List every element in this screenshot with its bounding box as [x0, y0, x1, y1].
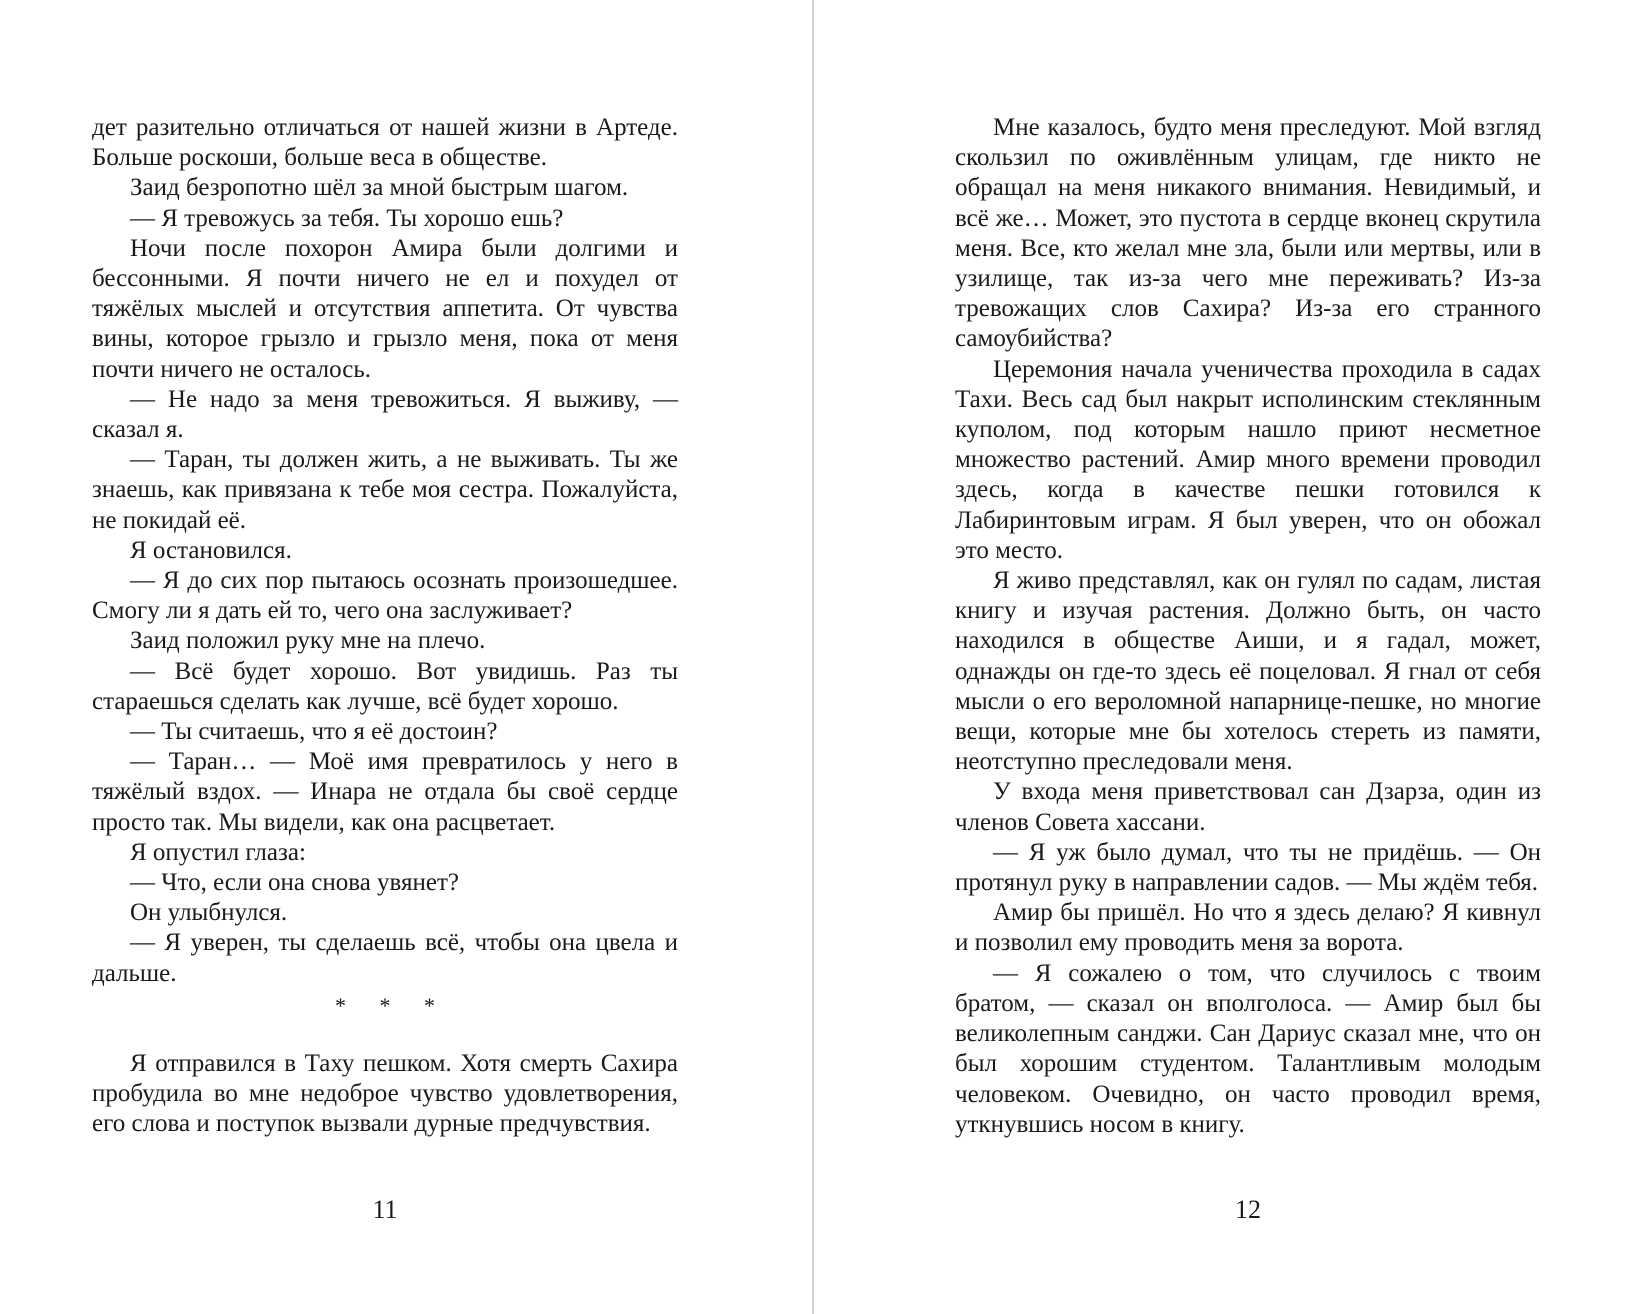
paragraph: Я остановился.: [130, 536, 292, 564]
page-gutter: [812, 0, 814, 1314]
paragraph: — Я сожалею о том, что случилось с твоим братом, — сказал он вполголоса. — Амир был бы великолепным санджи. Сан Дариус сказал мне, что он был хорошим студентом. Талантливым молодым человеком. Очевидно, он часто проводил время, уткнувшись носом в книгу.: [955, 959, 1541, 1138]
paragraph: Заид положил руку мне на плечо.: [130, 627, 486, 655]
paragraph: — Ты считаешь, что я её достоин?: [130, 718, 498, 746]
paragraph: Мне казалось, будто меня преследуют. Мой взгляд скользил по оживлённым улицам, где никто не обращал на меня никакого внимания. Невидимый, и всё же… Может, это пустота в сердце вконец скрутила меня. Все, кто желал мне зла, были или мертвы, или в узилище, так из-за чего мне переживать? Из-за тревожащих слов Сахира? Из-за его странного самоубийства?: [955, 114, 1541, 353]
page-number-right: 12: [1235, 1195, 1261, 1224]
left-page: [92, 113, 678, 1140]
paragraph: Он улыбнулся.: [130, 899, 288, 927]
paragraph: Я отправился в Таху пешком. Хотя смерть Сахира пробудила во мне недоброе чувство удовлетворения, его слова и поступок вызвали дурные предчувствия.: [92, 1049, 678, 1138]
paragraph: — Что, если она снова увянет?: [130, 869, 460, 897]
right-page: [955, 113, 1541, 1140]
paragraph: — Я до сих пор пытаюсь осознать произошедшее. Смогу ли я дать ей то, чего она заслуживает?: [92, 567, 678, 625]
paragraph: — Я тревожусь за тебя. Ты хорошо ешь?: [130, 204, 564, 232]
paragraph: — Я уверен, ты сделаешь всё, чтобы она цвела и дальше.: [92, 929, 678, 987]
paragraph: — Я уж было думал, что ты не придёшь. — Он протянул руку в направлении садов. — Мы ждём тебя.: [955, 838, 1541, 897]
section-separator: * * *: [335, 992, 449, 1018]
page-number-left: 11: [372, 1195, 398, 1224]
paragraph: дет разительно отличаться от нашей жизни в Артеде. Больше роскоши, больше веса в обществе.: [92, 114, 678, 172]
paragraph: — Таран… — Моё имя превратилось у него в тяжёлый вздох. — Инара не отдала бы своё сердце просто так. Мы видели, как она расцветает.: [92, 748, 678, 836]
paragraph: — Всё будет хорошо. Вот увидишь. Раз ты стараешься сделать как лучше, всё будет хорошо.: [92, 657, 678, 715]
paragraph: Я опустил глаза:: [130, 838, 306, 866]
right-page-body: [955, 113, 1541, 1140]
paragraph: — Не надо за меня тревожиться. Я выживу, — сказал я.: [92, 385, 678, 444]
paragraph: Я живо представлял, как он гулял по садам, листая книгу и изучая растения. Должно быть, он часто находился в обществе Аиши, и я гадал, может, однажды он где-то здесь её поцеловал. Я гнал от себя мысли о его вероломной напарнице-пешке, но многие вещи, которые мне бы хотелось стереть из памяти, неотступно преследовали меня.: [955, 567, 1541, 776]
paragraph: Церемония начала ученичества проходила в садах Тахи. Весь сад был накрыт исполинским стеклянным куполом, под которым нашло приют несметное множество растений. Амир много времени проводил здесь, когда в качестве пешки готовился к Лабиринтовым играм. Я был уверен, что он обожал это место.: [955, 355, 1541, 564]
paragraph: Амир бы пришёл. Но что я здесь делаю? Я кивнул и позволил ему проводить меня за ворота.: [955, 899, 1541, 957]
left-page-body-after-separator: [92, 1049, 678, 1140]
left-page-body: [92, 113, 678, 989]
paragraph: Заид безропотно шёл за мной быстрым шагом.: [130, 174, 629, 202]
paragraph: — Таран, ты должен жить, а не выживать. Ты же знаешь, как привязана к тебе моя сестра. Пожалуйста, не покидай её.: [92, 446, 678, 534]
paragraph: У входа меня приветствовал сан Дзарза, один из членов Совета хассани.: [955, 778, 1541, 836]
paragraph: Ночи после похорон Амира были долгими и бессонными. Я почти ничего не ел и похудел от тяжёлых мыслей и отсутствия аппетита. От чувства вины, которое грызло и грызло меня, пока от меня почти ничего не осталось.: [92, 234, 678, 383]
